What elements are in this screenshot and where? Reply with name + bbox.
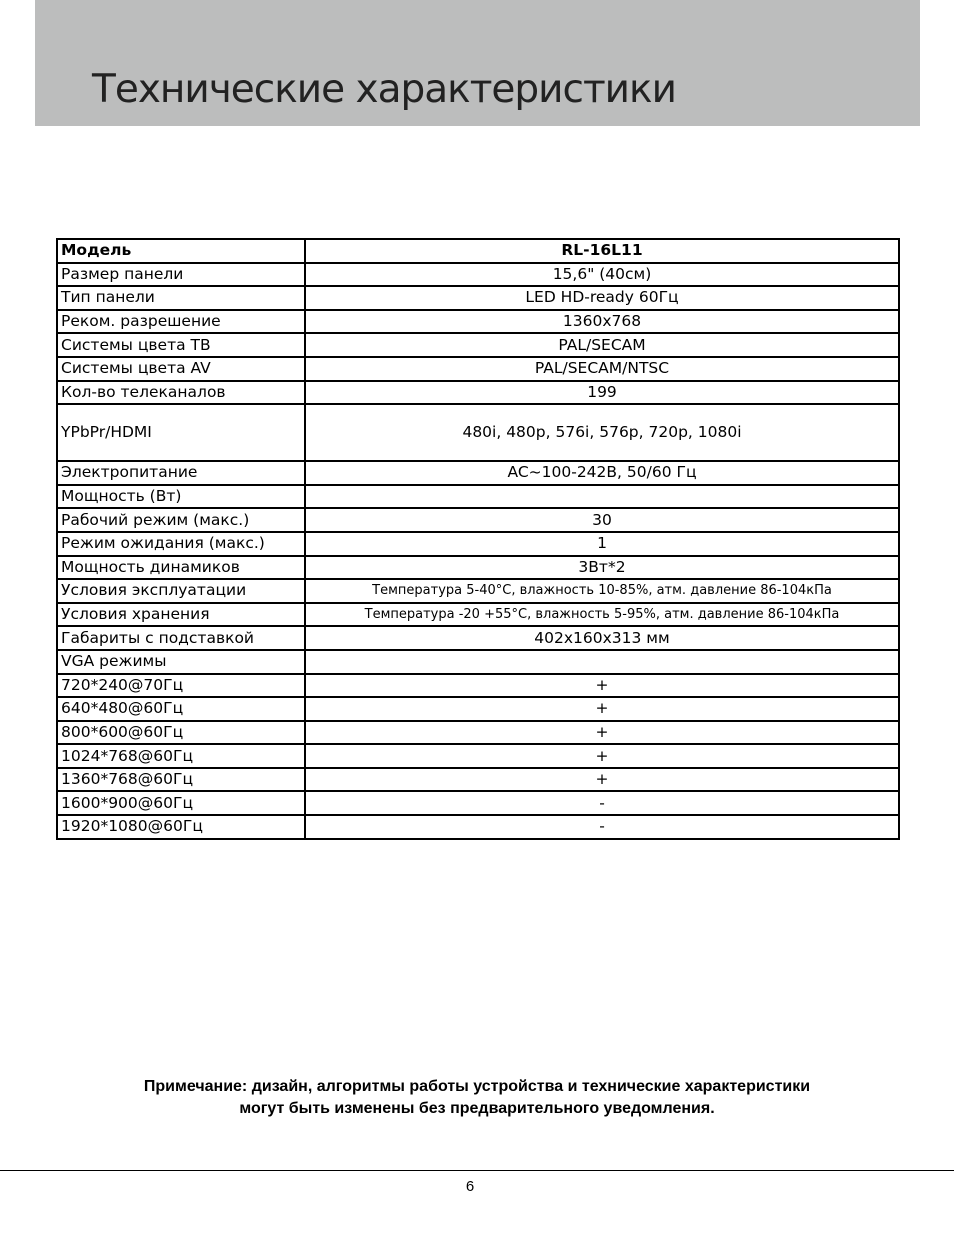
table-row (57, 579, 899, 603)
spec-value: - (305, 791, 899, 815)
note-line-2: могут быть изменены без предварительного уведомления. (239, 1100, 715, 1117)
table-row (57, 532, 899, 556)
spec-label: Размер панели (57, 263, 305, 287)
table-row (57, 404, 899, 461)
model-label: Модель (57, 239, 305, 263)
spec-value: 15,6" (40см) (305, 263, 899, 287)
table-row (57, 263, 899, 287)
spec-value: - (305, 815, 899, 839)
table-row (57, 286, 899, 310)
spec-label: 640*480@60Гц (57, 697, 305, 721)
spec-value: AC~100-242В, 50/60 Гц (305, 461, 899, 485)
spec-label: Кол-во телеканалов (57, 381, 305, 405)
spec-label: Системы цвета ТВ (57, 333, 305, 357)
spec-label: Габариты с подставкой (57, 626, 305, 650)
spec-value: 3Вт*2 (305, 556, 899, 580)
spec-value: + (305, 768, 899, 792)
table-row (57, 744, 899, 768)
table-row (57, 310, 899, 334)
spec-label: Режим ожидания (макс.) (57, 532, 305, 556)
spec-label: 1360*768@60Гц (57, 768, 305, 792)
spec-value: + (305, 744, 899, 768)
spec-label: Системы цвета AV (57, 357, 305, 381)
table-row (57, 815, 899, 839)
spec-value: Температура -20 +55°С, влажность 5-95%, атм. давление 86-104кПа (305, 603, 899, 627)
spec-value: PAL/SECAM (305, 333, 899, 357)
table-row (57, 556, 899, 580)
page-number: 6 (465, 1178, 475, 1195)
spec-label: Мощность (Вт) (57, 485, 305, 509)
spec-label: Условия эксплуатации (57, 579, 305, 603)
note-line-1: Примечание: дизайн, алгоритмы работы устройства и технические характеристики (143, 1078, 811, 1095)
spec-label: Электропитание (57, 461, 305, 485)
spec-value: 199 (305, 381, 899, 405)
table-row (57, 485, 899, 509)
spec-label: 1024*768@60Гц (57, 744, 305, 768)
table-row (57, 721, 899, 745)
spec-value: + (305, 697, 899, 721)
spec-value (305, 650, 899, 674)
table-row (57, 626, 899, 650)
table-row (57, 674, 899, 698)
spec-label: Рабочий режим (макс.) (57, 508, 305, 532)
table-row (57, 357, 899, 381)
table-row (57, 603, 899, 627)
table-row (57, 461, 899, 485)
table-row (57, 381, 899, 405)
model-value: RL-16L11 (305, 239, 899, 263)
table-row (57, 650, 899, 674)
spec-label: Условия хранения (57, 603, 305, 627)
footer-divider (0, 1170, 954, 1171)
spec-value (305, 485, 899, 509)
spec-value: Температура 5-40°С, влажность 10-85%, атм. давление 86-104кПа (305, 579, 899, 603)
spec-label: 800*600@60Гц (57, 721, 305, 745)
spec-value: + (305, 721, 899, 745)
disclaimer-note (0, 1076, 954, 1120)
spec-value: 402x160x313 мм (305, 626, 899, 650)
table-row (57, 508, 899, 532)
table-row (57, 768, 899, 792)
table-row (57, 791, 899, 815)
spec-value: 30 (305, 508, 899, 532)
table-header-row (57, 239, 899, 263)
spec-label: 1920*1080@60Гц (57, 815, 305, 839)
spec-value: 1 (305, 532, 899, 556)
page-title: Технические характеристики (92, 67, 676, 112)
spec-label: VGA режимы (57, 650, 305, 674)
spec-value: LED HD-ready 60Гц (305, 286, 899, 310)
spec-label: 1600*900@60Гц (57, 791, 305, 815)
spec-label: Тип панели (57, 286, 305, 310)
spec-value: + (305, 674, 899, 698)
spec-value: 1360x768 (305, 310, 899, 334)
table-row (57, 333, 899, 357)
spec-label: Мощность динамиков (57, 556, 305, 580)
spec-label: YPbPr/HDMI (57, 404, 305, 461)
spec-label: Реком. разрешение (57, 310, 305, 334)
spec-table (56, 238, 900, 840)
spec-value: 480i, 480p, 576i, 576p, 720p, 1080i (305, 404, 899, 461)
table-row (57, 697, 899, 721)
spec-value: PAL/SECAM/NTSC (305, 357, 899, 381)
spec-label: 720*240@70Гц (57, 674, 305, 698)
